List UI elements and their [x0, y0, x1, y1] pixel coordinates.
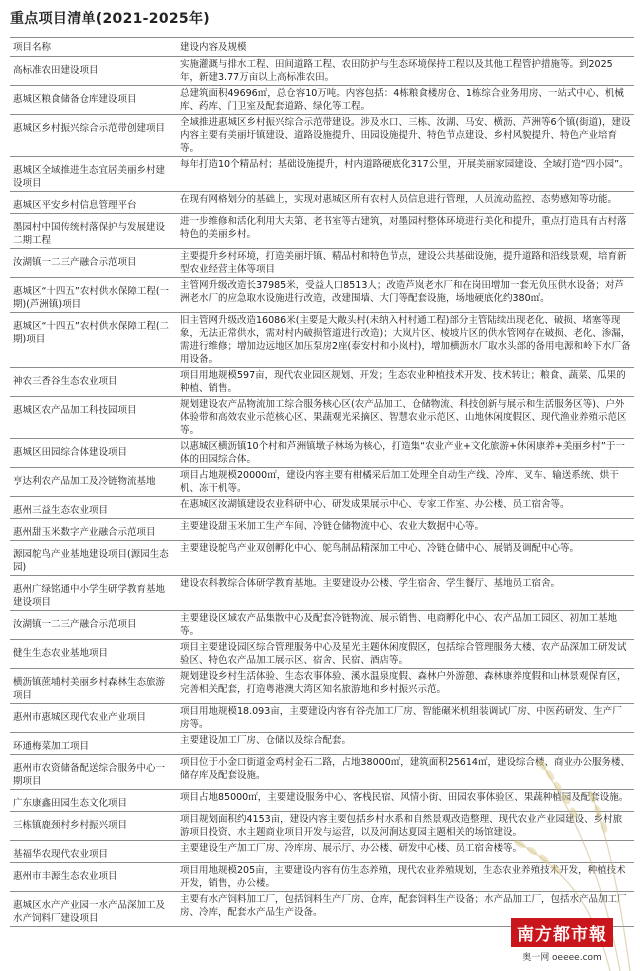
newspaper-logo: 南方都市報 [511, 918, 613, 947]
table-row [10, 755, 634, 790]
table-row [10, 704, 634, 733]
project-content-cell: 旧主管网升级改造16086米(主要是大敞头村(未纳入村村通工程)部分主管陆续出现老化、破损、堵塞等现象，无法正常供水，需对村内破损管道进行改造)；大岚片区、棱坡片区的供水管网存在破损、老化、渗漏，需进行维修；增加边远地区加压泵房2座(泰安村和小岚村)，增加横沥水厂取水头部的备用电源和岭下水厂备用设备。 [177, 313, 634, 368]
table-row [10, 249, 634, 278]
project-name-cell: 神农三香谷生态农业项目 [10, 368, 177, 397]
project-name-cell: 惠州甜玉米数字产业融合示范项目 [10, 519, 177, 541]
table-row [10, 669, 634, 704]
project-content-cell: 主要建设甜玉米加工生产车间、冷链仓储物流中心、农业大数据中心等。 [177, 519, 634, 541]
table-row [10, 368, 634, 397]
table-row [10, 313, 634, 368]
project-content-cell: 总建筑面积49696㎡，总仓容10万吨。内容包括：4栋粮食楼房仓、1栋综合业务用房、一站式中心、机械库、药库、门卫室及配套道路、绿化等工程。 [177, 86, 634, 115]
table-row [10, 541, 634, 576]
project-content-cell: 主要建设鸵鸟产业双创孵化中心、鸵鸟制品精深加工中心、冷链仓储中心、展销及调配中心等。 [177, 541, 634, 576]
table-row [10, 278, 634, 313]
table-row [10, 519, 634, 541]
project-name-cell: 惠城区农产品加工科技园项目 [10, 397, 177, 439]
project-name-cell: 墨园村中国传统村落保护与发展建设二期工程 [10, 214, 177, 249]
column-header-content: 建设内容及规模 [177, 38, 634, 57]
project-name-cell: 汝湖镇一二三产融合示范项目 [10, 611, 177, 640]
project-content-cell: 项目占地规模20000㎡，建设内容主要有柑橘采后加工处理全自动生产线、冷库、叉车、输送系统、烘干机、冻干机等。 [177, 468, 634, 497]
project-content-cell: 主要提升乡村环境，打造美丽圩镇、精品村和特色节点，建设公共基础设施，提升道路和沿线景观，培育新型农业经营主体等项目 [177, 249, 634, 278]
project-name-cell: 汝湖镇一二三产融合示范项目 [10, 249, 177, 278]
table-row [10, 115, 634, 157]
project-content-cell: 全域推进惠城区乡村振兴综合示范带建设。涉及水口、三栋、汝湖、马安、横沥、芦洲等6个镇(街道)，建设内容主要有美丽圩镇建设、道路设施提升、田园设施提升、特色节点建设、乡村风貌提升、特色产业培育等。 [177, 115, 634, 157]
table-row [10, 397, 634, 439]
table-row [10, 576, 634, 611]
column-header-name: 项目名称 [10, 38, 177, 57]
project-content-cell: 在现有网格划分的基础上，实现对惠城区所有农村人员信息进行管理，人员流动监控、态势感知等功能。 [177, 192, 634, 214]
project-name-cell: 惠城区水产产业园一水产品深加工及水产饲料厂建设项目 [10, 892, 177, 927]
project-name-cell: 亨达利农产品加工及冷链物流基地 [10, 468, 177, 497]
table-row [10, 192, 634, 214]
project-name-cell: 广东康鑫田园生态文化项目 [10, 790, 177, 812]
project-content-cell: 主要有水产饲料加工厂，包括饲料生产厂房、仓库，配套饲料生产设备；水产品加工厂，包括水产品加工厂房、冷库，配套水产品生产设备。 [177, 892, 634, 927]
project-name-cell: 惠州三益生态农业项目 [10, 497, 177, 519]
project-name-cell: 健生生态农业基地项目 [10, 640, 177, 669]
table-header-row [10, 38, 634, 57]
table-row [10, 497, 634, 519]
project-content-cell: 规划建设农产品物流加工综合服务核心区(农产品加工、仓储物流、科技创新与展示和生活服务区等)、户外体验带和高效农业示范核心区、果蔬观光采摘区、智慧农业示范区、山地休闲度假区、现代渔业养殖示范区等。 [177, 397, 634, 439]
project-name-cell: 惠城区平安乡村信息管理平台 [10, 192, 177, 214]
project-name-cell: 惠州市惠城区现代农业产业项目 [10, 704, 177, 733]
project-name-cell: 惠城区“十四五”农村供水保障工程(二期)项目 [10, 313, 177, 368]
project-name-cell: 惠城区“十四五”农村供水保障工程(一期)(芦洲镇)项目 [10, 278, 177, 313]
project-content-cell: 项目主要建设园区综合管理服务中心及星光主题休闲度假区，包括综合管理服务大楼、农产品深加工研发试验区、特色农产品加工展示区、宿舍、民宿、酒店等。 [177, 640, 634, 669]
table-row [10, 468, 634, 497]
project-content-cell: 项目用地规模18.093亩，主要建设内容有谷壳加工厂房、智能碾米机组装调试厂房、中医药研发、生产厂房等。 [177, 704, 634, 733]
table-row [10, 86, 634, 115]
table-row [10, 790, 634, 812]
project-name-cell: 三栋镇鹿颈村乡村振兴项目 [10, 812, 177, 841]
table-row [10, 812, 634, 841]
project-table-container [10, 37, 634, 927]
project-table [10, 37, 634, 927]
project-content-cell: 建设农科教综合体研学教育基地。主要建设办公楼、学生宿舍、学生餐厅、基地员工宿舍。 [177, 576, 634, 611]
project-name-cell: 惠州市农资储备配送综合服务中心一期项目 [10, 755, 177, 790]
table-row [10, 157, 634, 192]
newspaper-watermark [502, 918, 622, 963]
table-row [10, 841, 634, 863]
project-content-cell: 项目占地85000㎡，主要建设服务中心、客栈民宿、风情小街、田园农事体验区、果蔬种植园及配套设施。 [177, 790, 634, 812]
project-content-cell: 项目位于小金口街道金鸡村金石二路，占地38000㎡，建筑面积25614㎡，建设综合楼、商业办公服务楼、储存库及配套设施。 [177, 755, 634, 790]
project-content-cell: 每年打造10个精品村；基础设施提升，村内道路硬底化317公里，开展美丽家园建设、全域打造“四小园”。 [177, 157, 634, 192]
project-name-cell: 惠城区田园综合体建设项目 [10, 439, 177, 468]
website-label: 奥一网 oeeee.com [522, 953, 602, 963]
table-row [10, 214, 634, 249]
table-body [10, 57, 634, 927]
table-row [10, 57, 634, 86]
table-row [10, 733, 634, 755]
table-row [10, 863, 634, 892]
project-name-cell: 惠城区全域推进生态宜居美丽乡村建设项目 [10, 157, 177, 192]
project-content-cell: 主要建设区域农产品集散中心及配套冷链物流、展示销售、电商孵化中心、农产品加工园区、初加工基地等。 [177, 611, 634, 640]
project-name-cell: 环通梅菜加工项目 [10, 733, 177, 755]
project-name-cell: 惠州市丰源生态农业项目 [10, 863, 177, 892]
project-content-cell: 主要建设生产加工厂房、冷库房、展示厅、办公楼、研发中心楼、员工宿舍楼等。 [177, 841, 634, 863]
project-name-cell: 惠城区乡村振兴综合示范带创建项目 [10, 115, 177, 157]
project-content-cell: 规划建设乡村生活体验、生态农事体验、溪水温泉度假、森林户外游憩、森林康养度假和山林景观保育区，完善相关配套，打造粤港澳大湾区知名旅游地和乡村振兴示范。 [177, 669, 634, 704]
project-content-cell: 主管网升级改造长37985米，受益人口8513人；改造芦岚老水厂和在岗田增加一套无负压供水设备；对芦洲老水厂的应急取水设施进行改造，改建围墙、大门等配套设施，场地硬底化约380㎡。 [177, 278, 634, 313]
project-name-cell: 高标准农田建设项目 [10, 57, 177, 86]
project-content-cell: 实施灌溉与排水工程、田间道路工程、农田防护与生态环境保持工程以及其他工程管护措施等。到2025年，新建3.77万亩以上高标准农田。 [177, 57, 634, 86]
project-name-cell: 源园鸵鸟产业基地建设项目(源园生态园) [10, 541, 177, 576]
project-name-cell: 横沥镇蔗埔村美丽乡村森林生态旅游项目 [10, 669, 177, 704]
project-content-cell: 项目用地规模597亩，现代农业园区规划、开发；生态农业种植技术开发、技术转让；粮食、蔬菜、瓜果的种植、销售。 [177, 368, 634, 397]
project-content-cell: 主要建设加工厂房、仓储以及综合配套。 [177, 733, 634, 755]
project-name-cell: 惠城区粮食储备仓库建设项目 [10, 86, 177, 115]
page-title: 重点项目清单(2021-2025年) [10, 11, 210, 27]
table-row [10, 439, 634, 468]
table-row [10, 611, 634, 640]
project-name-cell: 惠州广绿铭通中小学生研学教育基地建设项目 [10, 576, 177, 611]
project-content-cell: 项目规划面积约4153亩，建设内容主要包括乡村水系和自然景观改造整理、现代农业产业园建设、乡村旅游项目投资、水主题商业项目开发与运营，以及河涧达夏园主题相关的场馆建设。 [177, 812, 634, 841]
project-content-cell: 项目用地规模205亩，主要建设内容有仿生态养殖，现代农业养殖规划，生态农业养殖技术开发，种植技术开发，销售，办公楼。 [177, 863, 634, 892]
project-name-cell: 基福华农现代农业项目 [10, 841, 177, 863]
project-content-cell: 在惠城区汝湖镇建设农业科研中心、研发成果展示中心、专家工作室、办公楼、员工宿舍等。 [177, 497, 634, 519]
project-content-cell: 以惠城区横沥镇10个村和芦洲镇墩子林场为核心，打造集“农业产业+文化旅游+休闲康养+美丽乡村”于一体的田园综合体。 [177, 439, 634, 468]
table-row [10, 640, 634, 669]
project-content-cell: 进一步维修和活化利用大夫第、老书室等古建筑，对墨园村整体环境进行美化和提升，重点打造具有古村落特色的美丽乡村。 [177, 214, 634, 249]
